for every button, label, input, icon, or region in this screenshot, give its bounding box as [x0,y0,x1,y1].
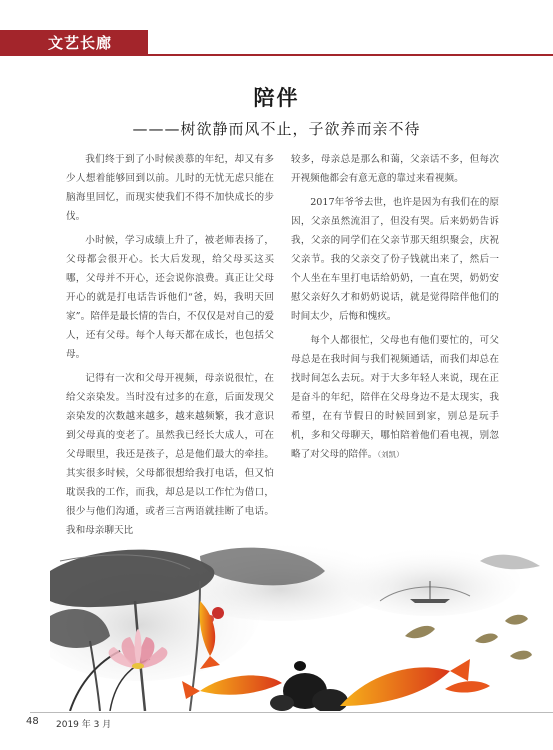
footer-rule [30,712,553,713]
paragraph: 记得有一次和父母开视频，母亲说很忙，在给父亲染发。当时没有过多的在意，后面发现父亲染发的次数越来越多，越来越频繁，我才意识到父母真的变老了。虽然我已经长大成人，可在父母眼里，我还是孩子，总是他们最大的牵挂。其实很多时候，父母都很想给我打电话，但又怕耽误我的工作，而我，却总是以工作忙为借口，很少与他们沟通，或者三言两语就挂断了电话。我和母亲聊天比 [66,373,274,536]
page-number: 48 [26,716,39,727]
author-signature: （刘凯） [377,450,404,459]
right-column [291,150,499,464]
paragraph-text: 每个人都很忙，父母也有他们要忙的，可父母总是在我时间与我们视频通话，而我们却总在找时间怎么去玩。对于大多年轻人来说，现在正是奋斗的年纪，陪伴在父母身边不是太现实，我希望，在有节假日的时候回到家，别总是玩手机，多和父母聊天，哪怕陪着他们看电视，别忽略了对父母的陪伴。 [291,335,499,460]
paragraph: 2017年爷爷去世，也许是因为有我们在的原因，父亲虽然流泪了，但没有哭。后来奶奶告诉我，父亲的同学们在父亲节那天组织聚会，庆祝父亲节。我的父亲交了份子钱就出来了，然后一个人坐在车里打电话给奶奶，一直在哭，奶奶安慰父亲好久才和奶奶说话，就是觉得陪伴他们的时间太少，后悔和愧疚。 [291,197,499,322]
paragraph [291,331,499,464]
paragraph: 小时候，学习成绩上升了，被老师表扬了，父母都会很开心。长大后发现，给父母买这买哪，父母并不开心，还会说你浪费。真正让父母开心的就是打电话告诉他们“爸，妈，我明天回家”。陪伴是最长情的告白，不仅仅是对自己的爱人，还有父母。每个人每天都在成长，也包括父母。 [66,235,274,360]
ink-painting-lotus-koi-illustration [50,541,553,711]
left-column [66,150,274,540]
article-title: 陪伴 [253,86,300,110]
koi-fish-icon [445,681,490,692]
koi-fish-icon [182,675,282,699]
section-label: 文艺长廊 [48,34,113,52]
paragraph: 我们终于到了小时候羡慕的年纪，却又有多少人想着能够回到以前。儿时的无忧无虑只能在脑海里回忆，而现实使我们不得不加快成长的步伐。 [66,154,274,222]
issue-date: 2019 年 3 月 [56,720,112,730]
paragraph-continuation: 较多，母亲总是那么和蔼，父亲话不多，但每次开视频他都会有意无意的靠过来看视频。 [291,154,499,184]
koi-fish-icon [340,659,470,706]
header-rule [148,54,553,56]
section-tab [0,30,148,56]
article-subtitle: ———树欲静而风不止，子欲养而亲不待 [132,120,421,138]
